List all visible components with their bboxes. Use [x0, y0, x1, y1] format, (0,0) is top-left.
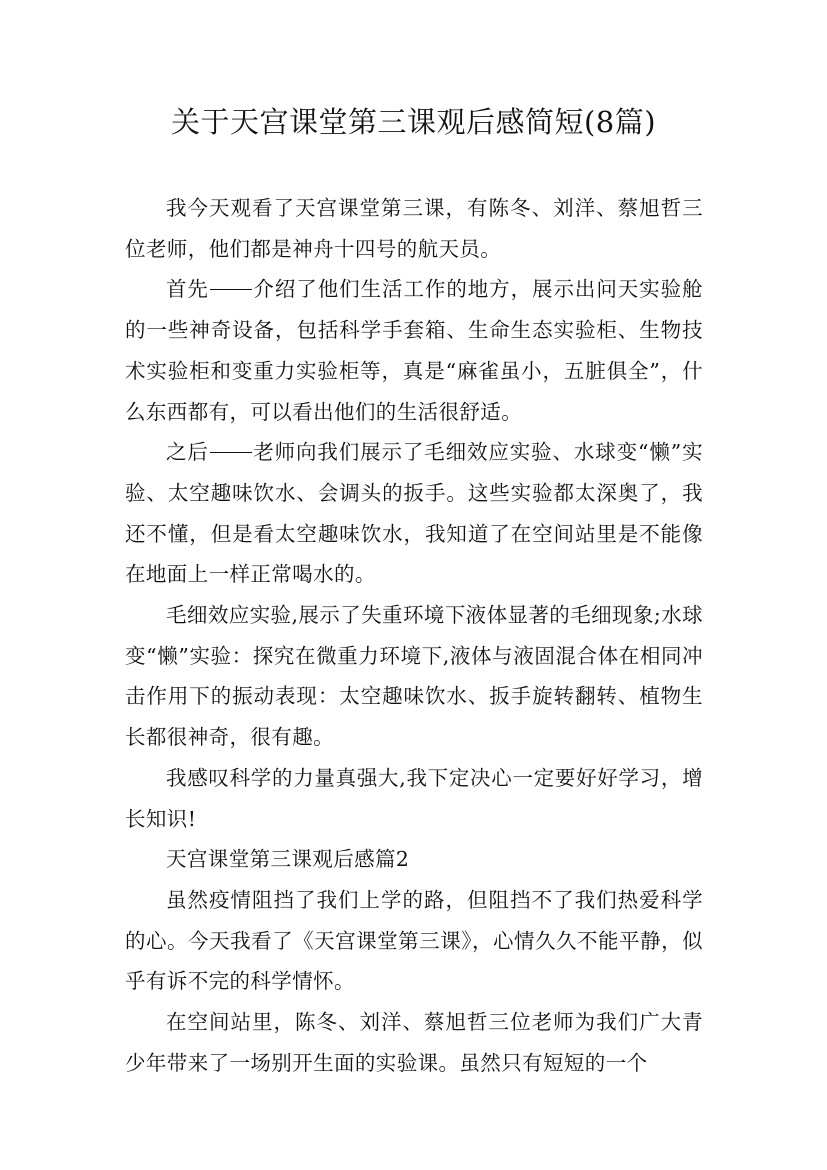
- paragraph-2: [125, 269, 703, 432]
- paragraph-3-rest: 老师向我们展示了毛细效应实验、水球变“懒”实验、太空趣味饮水、会调头的扳手。这些实验都太深奥了，我还不懂，但是看太空趣味饮水，我知道了在空间站里是不能像在地面上一样正常喝水的。: [125, 440, 703, 587]
- fill-in-blank: [210, 288, 252, 290]
- paragraph-5: 我感叹科学的力量真强大,我下定决心一定要好好学习，增长知识!: [125, 765, 703, 831]
- paragraph-4: 毛细效应实验,展示了失重环境下液体显著的毛细现象;水球变“懒”实验：探究在微重力环境下,液体与液固混合体在相同冲击作用下的振动表现：太空趣味饮水、扳手旋转翻转、植物生长都很神奇，很有趣。: [125, 603, 703, 750]
- section-heading: 天宫课堂第三课观后感篇2: [166, 847, 410, 872]
- paragraph-3-lead: 之后: [166, 440, 209, 465]
- paragraph-7: 虽然疫情阻挡了我们上学的路，但阻挡不了我们热爱科学的心。今天我看了《天宫课堂第三课》，心情久久不能平静，似乎有诉不完的科学情怀。: [125, 887, 703, 994]
- paragraph-1: 我今天观看了天宫课堂第三课，有陈冬、刘洋、蔡旭哲三位老师，他们都是神舟十四号的航天员。: [125, 196, 703, 261]
- paragraph-2-rest: 介绍了他们生活工作的地方，展示出问天实验舱的一些神奇设备，包括科学手套箱、生命生态实验柜、生物技术实验柜和变重力实验柜等，真是“麻雀虽小，五脏俱全”，什么东西都有，可以看出他们的生活很舒适。: [125, 277, 703, 424]
- fill-in-blank: [210, 451, 252, 453]
- paragraph-2-lead: 首先: [166, 277, 209, 302]
- document-body: [125, 188, 703, 1083]
- paragraph-8: 在空间站里，陈冬、刘洋、蔡旭哲三位老师为我们广大青少年带来了一场别开生面的实验课。虽然只有短短的一个: [125, 1010, 703, 1075]
- paragraph-3: [125, 432, 703, 595]
- document-title: 关于天宫课堂第三课观后感简短(8篇): [170, 105, 657, 139]
